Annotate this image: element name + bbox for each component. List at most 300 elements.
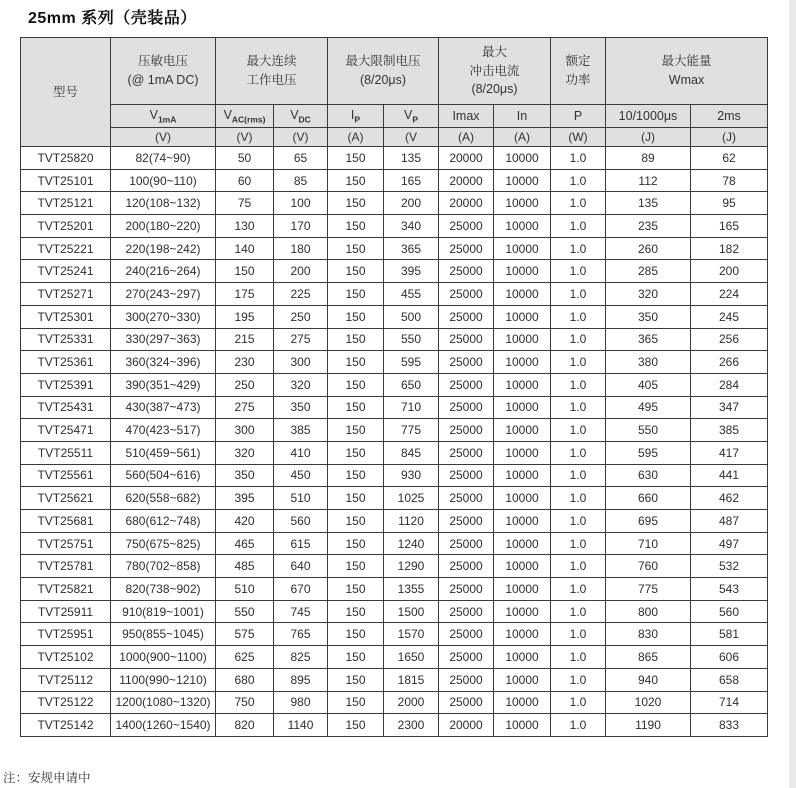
cell-p: 1.0 <box>551 260 606 283</box>
group-header-label: 额定 <box>565 54 591 69</box>
table-row <box>21 373 768 396</box>
spec-table-head <box>21 38 768 147</box>
table-row <box>21 147 768 170</box>
cell-energy-10-1000us: 830 <box>606 623 691 646</box>
cell-energy-2ms: 95 <box>691 192 768 215</box>
cell-vac-rms: 750 <box>216 691 274 714</box>
table-row <box>21 578 768 601</box>
cell-energy-10-1000us: 285 <box>606 260 691 283</box>
cell-energy-2ms: 560 <box>691 600 768 623</box>
cell-vac-rms: 275 <box>216 396 274 419</box>
cell-vdc: 510 <box>274 487 328 510</box>
cell-vac-rms: 350 <box>216 464 274 487</box>
page-edge-strip <box>789 0 796 788</box>
table-row <box>21 623 768 646</box>
cell-model: TVT25221 <box>21 237 111 260</box>
cell-model: TVT25681 <box>21 510 111 533</box>
cell-vp: 2000 <box>384 691 439 714</box>
table-row <box>21 464 768 487</box>
cell-model: TVT25331 <box>21 328 111 351</box>
cell-vp: 200 <box>384 192 439 215</box>
cell-energy-10-1000us: 940 <box>606 668 691 691</box>
cell-p: 1.0 <box>551 578 606 601</box>
cell-energy-10-1000us: 135 <box>606 192 691 215</box>
cell-model: TVT25391 <box>21 373 111 396</box>
cell-vp: 1570 <box>384 623 439 646</box>
cell-imax: 25000 <box>439 237 494 260</box>
cell-energy-2ms: 658 <box>691 668 768 691</box>
cell-vp: 1120 <box>384 510 439 533</box>
cell-energy-10-1000us: 260 <box>606 237 691 260</box>
cell-vac-rms: 60 <box>216 169 274 192</box>
cell-vp: 365 <box>384 237 439 260</box>
cell-varistor-voltage: 1200(1080~1320) <box>111 691 216 714</box>
unit-in: (A) <box>494 128 551 147</box>
cell-p: 1.0 <box>551 237 606 260</box>
cell-energy-2ms: 385 <box>691 419 768 442</box>
cell-model: TVT25361 <box>21 351 111 374</box>
cell-imax: 25000 <box>439 600 494 623</box>
cell-model: TVT25561 <box>21 464 111 487</box>
cell-varistor-voltage: 200(180~220) <box>111 215 216 238</box>
cell-p: 1.0 <box>551 192 606 215</box>
cell-vp: 1500 <box>384 600 439 623</box>
table-row <box>21 510 768 533</box>
cell-p: 1.0 <box>551 305 606 328</box>
cell-in: 10000 <box>494 623 551 646</box>
cell-p: 1.0 <box>551 328 606 351</box>
cell-in: 10000 <box>494 600 551 623</box>
unit-p: (W) <box>551 128 606 147</box>
cell-ip: 150 <box>328 600 384 623</box>
cell-ip: 150 <box>328 555 384 578</box>
cell-energy-10-1000us: 495 <box>606 396 691 419</box>
cell-vdc: 450 <box>274 464 328 487</box>
group-header-max-surge-current <box>439 38 551 105</box>
cell-model: TVT25621 <box>21 487 111 510</box>
cell-vdc: 410 <box>274 441 328 464</box>
cell-model: TVT25471 <box>21 419 111 442</box>
cell-imax: 25000 <box>439 578 494 601</box>
cell-energy-10-1000us: 710 <box>606 532 691 555</box>
cell-in: 10000 <box>494 305 551 328</box>
cell-imax: 25000 <box>439 668 494 691</box>
symbol-ip: $I_P$ <box>328 105 384 128</box>
cell-energy-2ms: 714 <box>691 691 768 714</box>
cell-p: 1.0 <box>551 510 606 533</box>
cell-vdc: 670 <box>274 578 328 601</box>
cell-varistor-voltage: 910(819~1001) <box>111 600 216 623</box>
cell-vac-rms: 75 <box>216 192 274 215</box>
cell-vac-rms: 485 <box>216 555 274 578</box>
cell-energy-10-1000us: 1190 <box>606 714 691 737</box>
cell-varistor-voltage: 780(702~858) <box>111 555 216 578</box>
symbol-subscript: DC <box>298 114 311 125</box>
cell-energy-2ms: 256 <box>691 328 768 351</box>
cell-model: TVT25431 <box>21 396 111 419</box>
group-header-label: 工作电压 <box>246 73 297 87</box>
cell-imax: 25000 <box>439 328 494 351</box>
cell-varistor-voltage: 950(855~1045) <box>111 623 216 646</box>
cell-imax: 25000 <box>439 396 494 419</box>
cell-vdc: 225 <box>274 283 328 306</box>
table-row <box>21 668 768 691</box>
cell-varistor-voltage: 390(351~429) <box>111 373 216 396</box>
cell-varistor-voltage: 330(297~363) <box>111 328 216 351</box>
cell-in: 10000 <box>494 441 551 464</box>
cell-p: 1.0 <box>551 487 606 510</box>
cell-ip: 150 <box>328 328 384 351</box>
group-header-label: 最大限制电压 <box>345 54 421 69</box>
symbol-subscript: AC(rms) <box>231 114 266 125</box>
cell-vac-rms: 575 <box>216 623 274 646</box>
symbol-in: In <box>494 105 551 128</box>
cell-in: 10000 <box>494 215 551 238</box>
cell-vp: 775 <box>384 419 439 442</box>
cell-vp: 710 <box>384 396 439 419</box>
symbol-header-row <box>21 105 768 128</box>
group-header-max-clamping-voltage <box>328 38 439 105</box>
cell-in: 10000 <box>494 283 551 306</box>
cell-energy-10-1000us: 760 <box>606 555 691 578</box>
cell-vp: 1815 <box>384 668 439 691</box>
cell-energy-2ms: 581 <box>691 623 768 646</box>
cell-energy-2ms: 200 <box>691 260 768 283</box>
cell-vp: 1650 <box>384 646 439 669</box>
cell-in: 10000 <box>494 532 551 555</box>
cell-energy-2ms: 417 <box>691 441 768 464</box>
cell-in: 10000 <box>494 260 551 283</box>
cell-vp: 650 <box>384 373 439 396</box>
table-row <box>21 215 768 238</box>
cell-model: TVT25301 <box>21 305 111 328</box>
cell-vac-rms: 230 <box>216 351 274 374</box>
cell-in: 10000 <box>494 691 551 714</box>
cell-model: TVT25911 <box>21 600 111 623</box>
cell-vdc: 825 <box>274 646 328 669</box>
table-row <box>21 714 768 737</box>
group-header-rated-power <box>551 38 606 105</box>
table-row <box>21 192 768 215</box>
cell-p: 1.0 <box>551 396 606 419</box>
group-header-label: Wmax <box>668 73 705 87</box>
cell-vdc: 200 <box>274 260 328 283</box>
cell-imax: 25000 <box>439 646 494 669</box>
cell-varistor-voltage: 560(504~616) <box>111 464 216 487</box>
symbol-p: P <box>551 105 606 128</box>
cell-ip: 150 <box>328 283 384 306</box>
cell-ip: 150 <box>328 691 384 714</box>
cell-p: 1.0 <box>551 419 606 442</box>
cell-varistor-voltage: 100(90~110) <box>111 169 216 192</box>
table-row <box>21 419 768 442</box>
cell-model: TVT25271 <box>21 283 111 306</box>
cell-ip: 150 <box>328 419 384 442</box>
cell-imax: 25000 <box>439 623 494 646</box>
cell-vp: 500 <box>384 305 439 328</box>
cell-p: 1.0 <box>551 691 606 714</box>
cell-vac-rms: 215 <box>216 328 274 351</box>
cell-p: 1.0 <box>551 623 606 646</box>
cell-energy-2ms: 245 <box>691 305 768 328</box>
cell-ip: 150 <box>328 623 384 646</box>
group-header-label: (8/20μs) <box>471 82 518 97</box>
cell-energy-10-1000us: 405 <box>606 373 691 396</box>
table-row <box>21 600 768 623</box>
group-header-label: 压敏电压 <box>137 54 188 69</box>
cell-varistor-voltage: 300(270~330) <box>111 305 216 328</box>
cell-model: TVT25201 <box>21 215 111 238</box>
unit-vp: (V <box>384 128 439 147</box>
cell-vp: 455 <box>384 283 439 306</box>
footnote: 注：安规申请中 <box>3 771 91 785</box>
cell-imax: 25000 <box>439 510 494 533</box>
cell-in: 10000 <box>494 487 551 510</box>
unit-v1ma: (V) <box>111 128 216 147</box>
cell-imax: 25000 <box>439 373 494 396</box>
cell-in: 10000 <box>494 555 551 578</box>
cell-p: 1.0 <box>551 464 606 487</box>
cell-in: 10000 <box>494 351 551 374</box>
cell-energy-10-1000us: 112 <box>606 169 691 192</box>
cell-vdc: 320 <box>274 373 328 396</box>
group-header-label: 最大能量 <box>661 54 712 69</box>
cell-energy-10-1000us: 320 <box>606 283 691 306</box>
cell-model: TVT25751 <box>21 532 111 555</box>
cell-energy-10-1000us: 350 <box>606 305 691 328</box>
cell-vdc: 640 <box>274 555 328 578</box>
cell-imax: 25000 <box>439 305 494 328</box>
cell-model: TVT25241 <box>21 260 111 283</box>
cell-in: 10000 <box>494 147 551 170</box>
cell-vp: 2300 <box>384 714 439 737</box>
cell-vp: 930 <box>384 464 439 487</box>
cell-ip: 150 <box>328 532 384 555</box>
cell-p: 1.0 <box>551 147 606 170</box>
cell-model: TVT25142 <box>21 714 111 737</box>
group-header-row <box>21 38 768 105</box>
cell-vdc: 1140 <box>274 714 328 737</box>
cell-ip: 150 <box>328 464 384 487</box>
table-row <box>21 351 768 374</box>
cell-imax: 25000 <box>439 691 494 714</box>
cell-vdc: 250 <box>274 305 328 328</box>
cell-in: 10000 <box>494 464 551 487</box>
cell-vdc: 765 <box>274 623 328 646</box>
table-row <box>21 283 768 306</box>
cell-imax: 20000 <box>439 147 494 170</box>
cell-varistor-voltage: 240(216~264) <box>111 260 216 283</box>
cell-varistor-voltage: 1100(990~1210) <box>111 668 216 691</box>
cell-energy-2ms: 606 <box>691 646 768 669</box>
cell-vac-rms: 510 <box>216 578 274 601</box>
cell-ip: 150 <box>328 305 384 328</box>
symbol-v1ma: $V_{1mA}$ <box>111 105 216 128</box>
cell-in: 10000 <box>494 396 551 419</box>
cell-vp: 135 <box>384 147 439 170</box>
cell-p: 1.0 <box>551 351 606 374</box>
group-header-varistor-voltage <box>111 38 216 105</box>
table-row <box>21 169 768 192</box>
unit-ip: (A) <box>328 128 384 147</box>
cell-varistor-voltage: 620(558~682) <box>111 487 216 510</box>
cell-model: TVT25122 <box>21 691 111 714</box>
symbol-subscript: P <box>412 114 418 125</box>
cell-in: 10000 <box>494 419 551 442</box>
table-row <box>21 691 768 714</box>
cell-varistor-voltage: 470(423~517) <box>111 419 216 442</box>
cell-vdc: 895 <box>274 668 328 691</box>
cell-energy-10-1000us: 595 <box>606 441 691 464</box>
cell-p: 1.0 <box>551 646 606 669</box>
cell-vac-rms: 150 <box>216 260 274 283</box>
cell-imax: 25000 <box>439 464 494 487</box>
symbol-subscript: 1mA <box>157 114 177 125</box>
cell-vdc: 560 <box>274 510 328 533</box>
cell-ip: 150 <box>328 192 384 215</box>
cell-in: 10000 <box>494 192 551 215</box>
symbol-imax: Imax <box>439 105 494 128</box>
cell-energy-2ms: 543 <box>691 578 768 601</box>
cell-model: TVT25820 <box>21 147 111 170</box>
cell-p: 1.0 <box>551 283 606 306</box>
cell-p: 1.0 <box>551 668 606 691</box>
symbol-10-1000us: 10/1000μs <box>606 105 691 128</box>
cell-ip: 150 <box>328 714 384 737</box>
cell-vac-rms: 50 <box>216 147 274 170</box>
cell-vp: 340 <box>384 215 439 238</box>
cell-varistor-voltage: 120(108~132) <box>111 192 216 215</box>
group-header-label: 冲击电流 <box>469 63 520 78</box>
cell-varistor-voltage: 680(612~748) <box>111 510 216 533</box>
cell-energy-2ms: 487 <box>691 510 768 533</box>
cell-vac-rms: 130 <box>216 215 274 238</box>
cell-energy-2ms: 284 <box>691 373 768 396</box>
cell-imax: 25000 <box>439 215 494 238</box>
cell-p: 1.0 <box>551 714 606 737</box>
cell-vp: 550 <box>384 328 439 351</box>
table-row <box>21 396 768 419</box>
cell-vac-rms: 195 <box>216 305 274 328</box>
cell-ip: 150 <box>328 396 384 419</box>
cell-vdc: 275 <box>274 328 328 351</box>
cell-ip: 150 <box>328 351 384 374</box>
unit-vac-rms: (V) <box>216 128 274 147</box>
cell-p: 1.0 <box>551 373 606 396</box>
group-header-label: 型号 <box>52 84 78 99</box>
cell-vp: 595 <box>384 351 439 374</box>
cell-energy-10-1000us: 695 <box>606 510 691 533</box>
cell-ip: 150 <box>328 215 384 238</box>
cell-imax: 25000 <box>439 555 494 578</box>
cell-model: TVT25121 <box>21 192 111 215</box>
cell-ip: 150 <box>328 646 384 669</box>
cell-energy-2ms: 532 <box>691 555 768 578</box>
cell-ip: 150 <box>328 260 384 283</box>
cell-varistor-voltage: 270(243~297) <box>111 283 216 306</box>
unit-10-1000us: (J) <box>606 128 691 147</box>
cell-ip: 150 <box>328 237 384 260</box>
cell-energy-2ms: 833 <box>691 714 768 737</box>
cell-vac-rms: 625 <box>216 646 274 669</box>
cell-energy-2ms: 62 <box>691 147 768 170</box>
cell-imax: 20000 <box>439 714 494 737</box>
group-header-label: 最大 <box>481 44 507 59</box>
cell-in: 10000 <box>494 668 551 691</box>
cell-vac-rms: 465 <box>216 532 274 555</box>
cell-imax: 25000 <box>439 351 494 374</box>
cell-varistor-voltage: 820(738~902) <box>111 578 216 601</box>
cell-vdc: 170 <box>274 215 328 238</box>
cell-energy-10-1000us: 1020 <box>606 691 691 714</box>
cell-imax: 25000 <box>439 419 494 442</box>
cell-varistor-voltage: 1000(900~1100) <box>111 646 216 669</box>
spec-table <box>20 37 768 737</box>
group-header-max-continuous-working-voltage <box>216 38 328 105</box>
table-row <box>21 305 768 328</box>
cell-ip: 150 <box>328 487 384 510</box>
cell-vac-rms: 420 <box>216 510 274 533</box>
cell-ip: 150 <box>328 441 384 464</box>
cell-ip: 150 <box>328 147 384 170</box>
cell-in: 10000 <box>494 169 551 192</box>
cell-energy-10-1000us: 865 <box>606 646 691 669</box>
cell-imax: 20000 <box>439 192 494 215</box>
cell-ip: 150 <box>328 373 384 396</box>
group-header-label: (@ 1mA DC) <box>127 73 199 87</box>
cell-model: TVT25102 <box>21 646 111 669</box>
cell-energy-2ms: 441 <box>691 464 768 487</box>
cell-energy-2ms: 224 <box>691 283 768 306</box>
table-row <box>21 487 768 510</box>
cell-vdc: 980 <box>274 691 328 714</box>
symbol-subscript: P <box>354 114 361 125</box>
cell-energy-10-1000us: 775 <box>606 578 691 601</box>
group-header-label: (8/20μs) <box>359 73 407 87</box>
cell-vp: 395 <box>384 260 439 283</box>
cell-imax: 25000 <box>439 260 494 283</box>
cell-energy-2ms: 497 <box>691 532 768 555</box>
page-title: 25mm 系列（壳装品） <box>28 10 197 27</box>
cell-imax: 25000 <box>439 441 494 464</box>
cell-varistor-voltage: 220(198~242) <box>111 237 216 260</box>
table-row <box>21 237 768 260</box>
symbol-vac-rms: $V_{AC(rms)}$ <box>216 105 274 128</box>
cell-vac-rms: 820 <box>216 714 274 737</box>
unit-header-row <box>21 128 768 147</box>
cell-varistor-voltage: 82(74~90) <box>111 147 216 170</box>
cell-in: 10000 <box>494 237 551 260</box>
group-header-label: 最大连续 <box>246 54 297 69</box>
cell-p: 1.0 <box>551 600 606 623</box>
cell-vac-rms: 300 <box>216 419 274 442</box>
spec-table-body <box>21 147 768 737</box>
cell-vac-rms: 250 <box>216 373 274 396</box>
cell-in: 10000 <box>494 373 551 396</box>
cell-varistor-voltage: 430(387~473) <box>111 396 216 419</box>
table-row <box>21 532 768 555</box>
table-row <box>21 555 768 578</box>
cell-ip: 150 <box>328 510 384 533</box>
cell-model: TVT25112 <box>21 668 111 691</box>
cell-varistor-voltage: 750(675~825) <box>111 532 216 555</box>
group-header-label: 功率 <box>565 73 591 87</box>
cell-in: 10000 <box>494 578 551 601</box>
cell-energy-10-1000us: 660 <box>606 487 691 510</box>
cell-energy-10-1000us: 89 <box>606 147 691 170</box>
cell-p: 1.0 <box>551 441 606 464</box>
symbol-vdc: $V_{DC}$ <box>274 105 328 128</box>
